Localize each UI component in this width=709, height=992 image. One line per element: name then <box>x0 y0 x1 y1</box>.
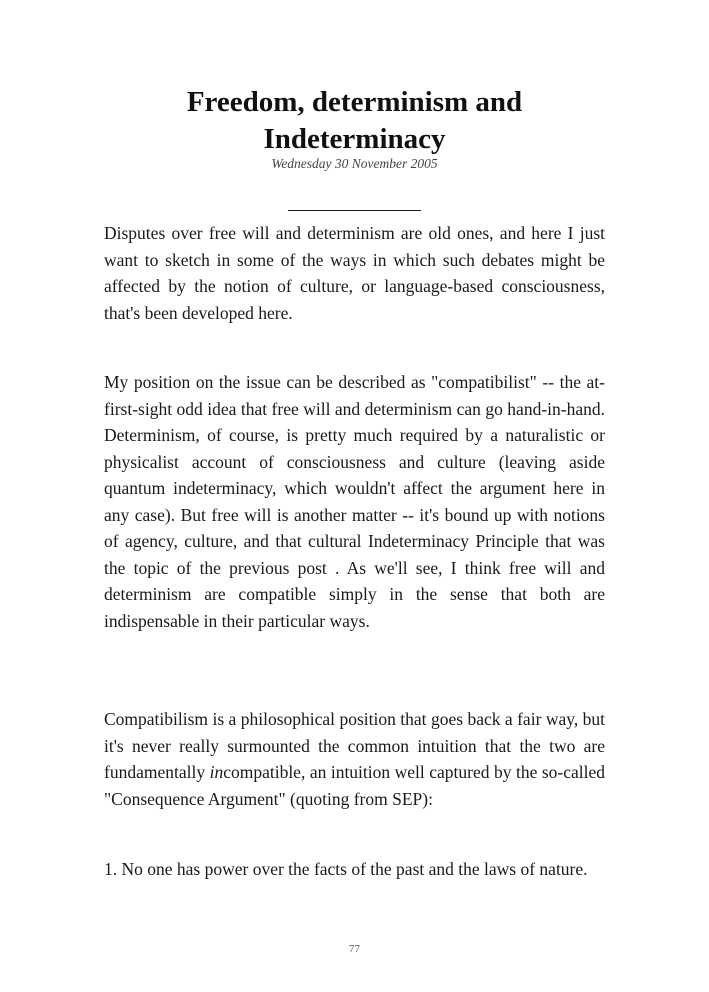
page-number: 77 <box>349 943 360 955</box>
title-divider <box>288 210 421 211</box>
paragraph-compatibilism <box>104 706 605 812</box>
title-line-1: Freedom, determinism and <box>186 86 523 118</box>
paragraph-text-end: compatible, an intuition well captured by the so-called "Consequence Argument" (quoting from SEP): <box>104 762 606 809</box>
paragraph-numbered-premise-1: 1. No one has power over the facts of the past and the laws of nature. <box>104 859 588 879</box>
title-line-2: Indeterminacy <box>263 123 446 155</box>
document-title <box>104 84 605 158</box>
paragraph-intro: Disputes over free will and determinism are old ones, and here I just want to sketch in some of the ways in which such debates might be affected by the notion of culture, or language-based consciousness, that's been developed here. <box>104 223 605 323</box>
emphasis-in: in <box>209 762 224 782</box>
post-date: Wednesday 30 November 2005 <box>271 156 438 171</box>
paragraph-compatibilist-position: My position on the issue can be described as "compatibilist" -- the at-first-sight odd idea that free will and determinism can go hand-in-hand. Determinism, of course, is pretty much required by a naturalistic or physicalist account of consciousness and culture (leaving aside quantum indeterminacy, which wouldn't affect the argument here in any case). But free will is another matter -- it's bound up with notions of agency, culture, and that cultural Indeterminacy Principle that was the topic of the previous post . As we'll see, I think free will and determinism are compatible simply in the sense that both are indispensable in their particular ways. <box>104 372 605 631</box>
paragraph-text-start: Compatibilism is a philosophical position that goes back a fair way, but it's never really surmounted the common intuition that the two are fundamentally <box>104 709 605 782</box>
